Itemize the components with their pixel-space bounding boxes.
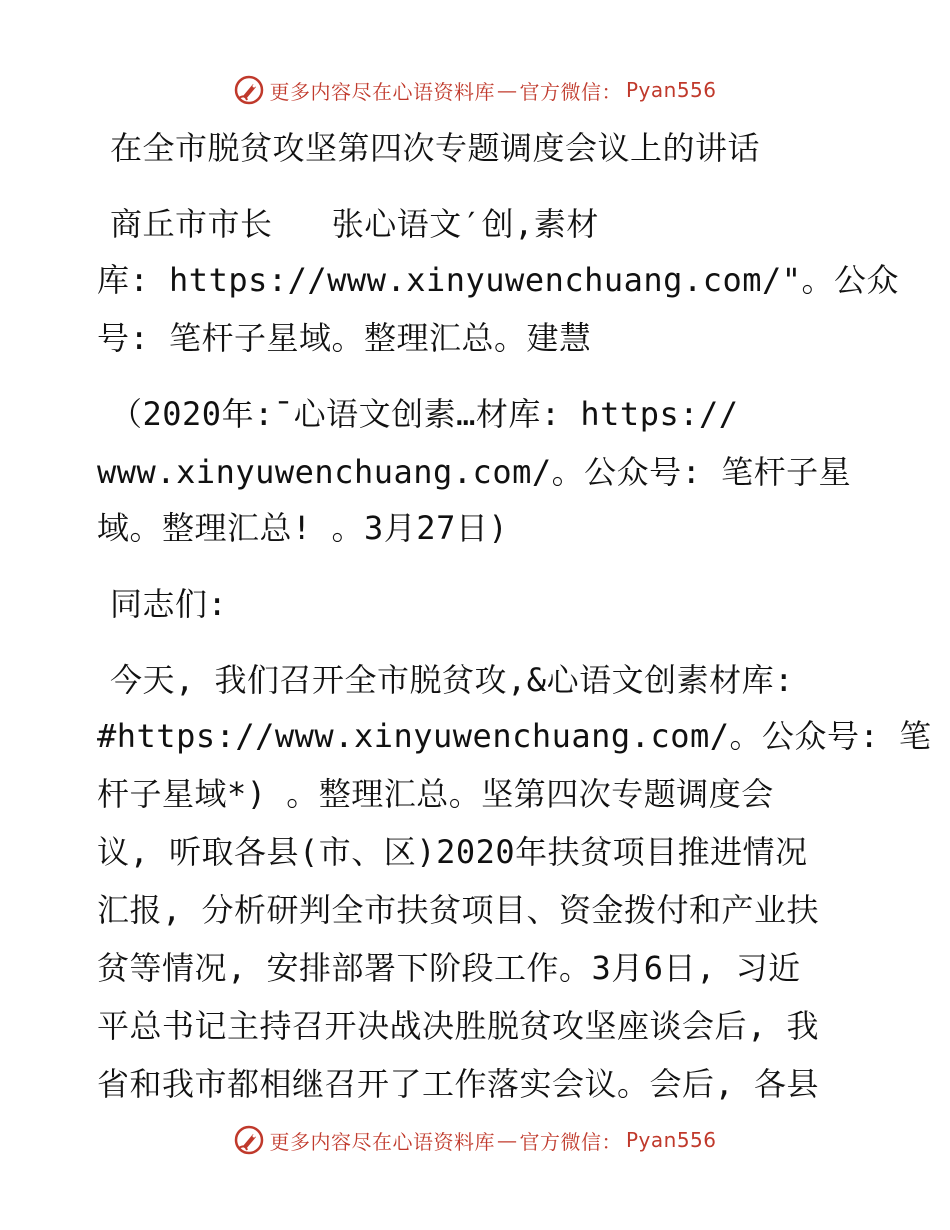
footer-banner (0, 1120, 950, 1160)
banner-dash: — (496, 78, 518, 102)
author-line-1: 商丘市市长 张心语文′创,素材 (110, 205, 599, 243)
banner-main-text: 更多内容尽在心语资料库 (269, 1129, 495, 1154)
banner-handle: Pyan556 (625, 78, 717, 102)
banner-dash: — (496, 1128, 518, 1152)
body-line-1: 今天, 我们召开全市脱贫攻,&心语文创素材库: (110, 661, 794, 699)
banner-wechat-label: 官方微信： (519, 79, 622, 104)
body-line-2: #https://www.xinyuwenchuang.com/。公众号: 笔 (97, 717, 932, 755)
banner-handle: Pyan556 (625, 1128, 717, 1152)
body-line-8: 省和我市都相继召开了工作落实会议。会后, 各县 (97, 1065, 820, 1103)
body-line-3: 杆子星域*) 。整理汇总。坚第四次专题调度会 (97, 775, 774, 813)
body-line-4: 议, 听取各县(市、区)2020年扶贫项目推进情况 (97, 833, 808, 871)
date-line-2: www.xinyuwenchuang.com/。公众号: 笔杆子星 (97, 453, 852, 491)
salutation: 同志们: (110, 585, 228, 623)
pen-nib-logo-icon (233, 74, 265, 106)
date-line-3: 域。整理汇总! 。3月27日) (97, 509, 509, 547)
document-title: 在全市脱贫攻坚第四次专题调度会议上的讲话 (110, 129, 761, 167)
body-line-7: 平总书记主持召开决战决胜脱贫攻坚座谈会后, 我 (97, 1007, 820, 1045)
banner-wechat-label: 官方微信： (519, 1129, 622, 1154)
header-banner (0, 70, 950, 110)
body-line-5: 汇报, 分析研判全市扶贫项目、资金拨付和产业扶 (97, 891, 820, 929)
date-line-1: （2020年:¯心语文创素…材库: https:// (110, 395, 739, 433)
body-line-6: 贫等情况, 安排部署下阶段工作。3月6日, 习近 (97, 949, 801, 987)
author-line-2: 库: https://www.xinyuwenchuang.com/"。公众 (97, 261, 900, 299)
banner-main-text: 更多内容尽在心语资料库 (269, 79, 495, 104)
pen-nib-logo-icon (233, 1124, 265, 1156)
author-line-3: 号: 笔杆子星域。整理汇总。建慧 (97, 319, 592, 357)
